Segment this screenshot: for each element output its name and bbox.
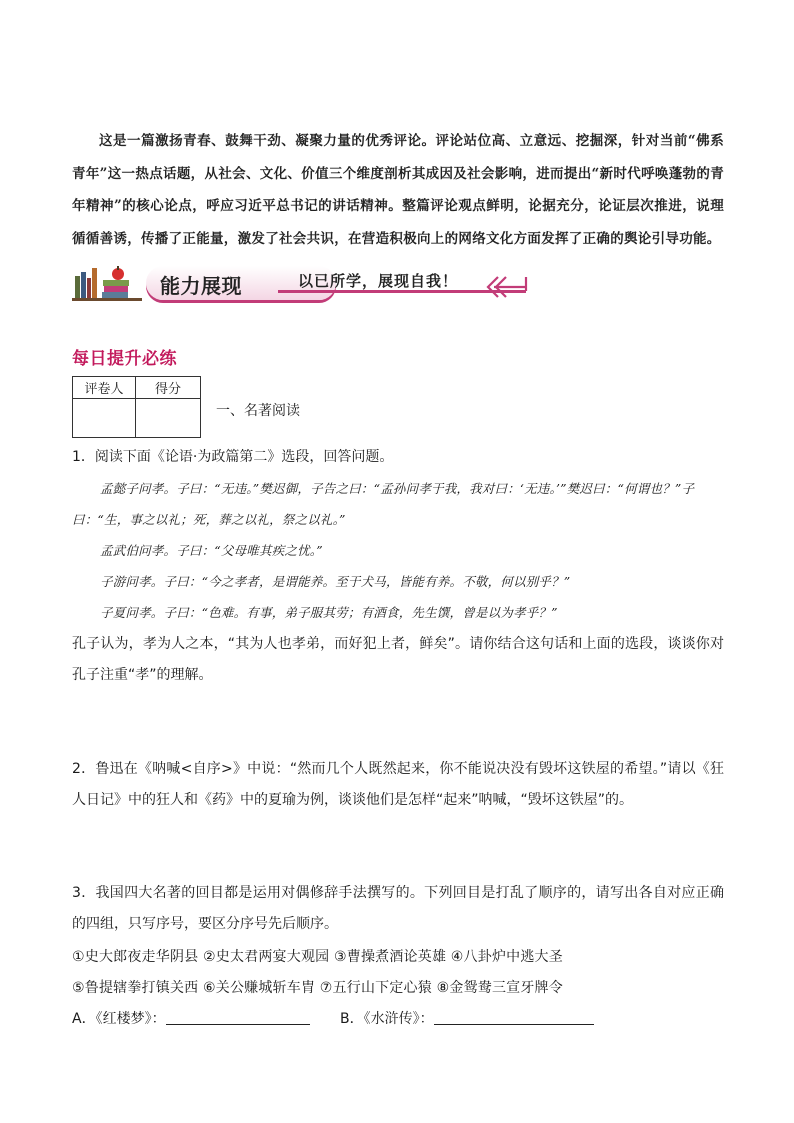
- answer-a-label: A．《红楼梦》：: [72, 1011, 166, 1027]
- q3-text: 3．我国四大名著的回目都是运用对偶修辞手法撰写的。下列回目是打乱了顺序的，请写出各自对应正确的四组，只写序号，要区分序号先后顺序。: [72, 885, 724, 932]
- grader-header: 评卷人: [73, 377, 136, 399]
- banner-title: 能力展现: [160, 274, 242, 298]
- q2-text: 2．鲁迅在《呐喊<自序>》中说：“然而几个人既然起来，你不能说决没有毁坏这铁屋的希望。”请以《狂人日记》中的狂人和《药》中的夏瑜为例，谈谈他们是怎样“起来”呐喊，“毁坏这铁屋”的。: [72, 761, 724, 808]
- banner-slogan: 以已所学，展现自我！: [298, 272, 459, 290]
- q1-quote-2: 孟武伯问孝。子曰：“父母唯其疾之忧。”: [100, 543, 323, 558]
- q1-quote-4: 子夏问孝。子曰：“色难。有事，弟子服其劳；有酒食，先生馔，曾是以为孝乎？”: [100, 605, 558, 620]
- intro-paragraph: 这是一篇激扬青春、鼓舞干劲、凝聚力量的优秀评论。评论站位高、立意远、挖掘深，针对当前“佛系青年”这一热点话题，从社会、文化、价值三个维度剖析其成因及社会影响，进而提出“新时代呼唤蓬勃的青年精神”的核心论点，呼应习近平总书记的讲话精神。整篇评论观点鲜明，论据充分，论证层次推进，说理循循善诱，传播了正能量，激发了社会共识，在营造积极向上的网络文化方面发挥了正确的舆论引导功能。: [72, 133, 724, 247]
- answer-b-blank[interactable]: [434, 1010, 594, 1025]
- ability-banner: [72, 258, 532, 306]
- score-cell[interactable]: [136, 399, 201, 438]
- answer-a-blank[interactable]: [166, 1010, 310, 1025]
- score-header: 得分: [136, 377, 201, 399]
- q1-prompt: 1．阅读下面《论语·为政篇第二》选段，回答问题。: [72, 449, 394, 465]
- double-arrow-icon: [484, 274, 528, 300]
- section-title: 每日提升必练: [72, 349, 177, 369]
- q1-quote-1: 孟懿子问孝。子曰：“无违。”樊迟御，子告之曰：“孟孙问孝于我，我对曰：‘无违。’”樊迟曰：“何谓也？”子曰：“生，事之以礼；死，葬之以礼，祭之以礼。”: [72, 481, 695, 527]
- q3-options-row-2: ⑤鲁提辖拳打镇关西 ⑥关公赚城斩车胄 ⑦五行山下定心猿 ⑧金鸳鸯三宣牙牌令: [72, 980, 563, 996]
- q1-quote-3: 子游问孝。子曰：“今之孝者，是谓能养。至于犬马，皆能有养。不敬，何以别乎？”: [100, 574, 571, 589]
- books-icon: [72, 262, 142, 302]
- answer-b-label: B．《水浒传》：: [340, 1011, 434, 1027]
- grader-score-table: [72, 376, 201, 438]
- grader-cell[interactable]: [73, 399, 136, 438]
- answer-a: [72, 1008, 310, 1028]
- q1-question: 孔子认为，孝为人之本，“其为人也孝弟，而好犯上者，鲜矣”。请你结合这句话和上面的选段，谈谈你对孔子注重“孝”的理解。: [72, 636, 724, 683]
- answer-b: [340, 1008, 594, 1028]
- part-title: 一、名著阅读: [216, 403, 300, 419]
- q3-options-row-1: ①史大郎夜走华阴县 ②史太君两宴大观园 ③曹操煮酒论英雄 ④八卦炉中逃大圣: [72, 949, 563, 965]
